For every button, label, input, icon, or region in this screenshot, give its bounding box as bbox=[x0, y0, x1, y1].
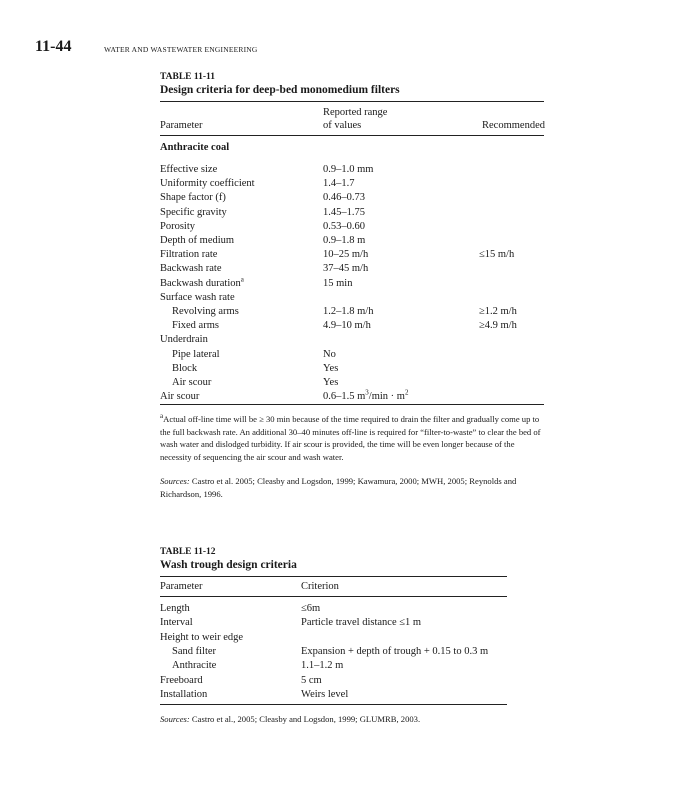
table1-row-4-range: 0.53–0.60 bbox=[323, 220, 365, 232]
table1-bottom-rule bbox=[160, 404, 544, 405]
table1-row-3-parameter: Specific gravity bbox=[160, 206, 227, 218]
table2-row-5-parameter: Freeboard bbox=[160, 674, 203, 686]
table1-row-5-parameter: Depth of medium bbox=[160, 235, 235, 246]
table2-row-1-criterion: Particle travel distance ≤1 m bbox=[301, 617, 422, 629]
table2-header-rule bbox=[160, 596, 507, 597]
table2-row-0-parameter: Length bbox=[160, 603, 190, 614]
table1-row-0-range: 0.9–1.0 mm bbox=[323, 164, 374, 175]
table2-row-6-parameter: Installation bbox=[160, 688, 208, 700]
table1-row-15-range: Yes bbox=[323, 377, 339, 388]
table1-row-13-range: No bbox=[323, 348, 336, 360]
table1-row-7-range: 37–45 m/h bbox=[323, 263, 369, 275]
table1-row-6-parameter: Filtration rate bbox=[160, 249, 218, 261]
table2-row-6-criterion: Weirs level bbox=[301, 688, 349, 700]
footnote-mark: a bbox=[160, 412, 164, 421]
table2-row-4-parameter: Anthracite bbox=[172, 660, 217, 672]
table2-top-rule bbox=[160, 576, 507, 577]
table1-row-3-range: 1.45–1.75 bbox=[323, 206, 365, 218]
table1-col-recommended: Recommended bbox=[482, 120, 545, 131]
table1-row-11-recommended: ≥4.9 m/h bbox=[479, 320, 517, 332]
table2-col-parameter: Parameter bbox=[160, 581, 203, 592]
table2-row-3-criterion: Expansion + depth of trough + 0.15 to 0.3 m bbox=[301, 645, 489, 657]
table1-row-12-parameter: Underdrain bbox=[160, 334, 208, 346]
table1-row-16-range: 0.6–1.5 $m^3/\min \cdot m^2$ bbox=[323, 388, 409, 403]
table1-row-1-range: 1.4–1.7 bbox=[323, 178, 355, 190]
table2-label: TABLE 11-12 bbox=[160, 547, 216, 557]
table1-header-rule bbox=[160, 135, 544, 136]
table1-row-9-parameter: Surface wash rate bbox=[160, 291, 235, 303]
table1-label: TABLE 11-11 bbox=[160, 72, 215, 82]
table1-row-8-parameter: Backwash duration$^a$ bbox=[160, 275, 244, 289]
table1-row-1-parameter: Uniformity coefficient bbox=[160, 178, 255, 190]
table1-row-2-range: 0.46–0.73 bbox=[323, 192, 365, 204]
table1-row-14-parameter: Block bbox=[172, 362, 198, 374]
table2-row-3-parameter: Sand filter bbox=[172, 645, 217, 657]
table1-row-16-parameter: Air scour bbox=[160, 391, 200, 403]
table1-row-6-range: 10–25 m/h bbox=[323, 249, 369, 261]
table1-row-4-parameter: Porosity bbox=[160, 220, 196, 232]
table1-row-0-parameter: Effective size bbox=[160, 164, 218, 175]
table2-col-criterion: Criterion bbox=[301, 581, 339, 592]
table1-title: Design criteria for deep-bed monomedium filters bbox=[160, 84, 400, 96]
table1-row-10-parameter: Revolving arms bbox=[172, 306, 239, 317]
table1-row-8-range: 15 min bbox=[323, 277, 353, 289]
table1-row-14-range: Yes bbox=[323, 362, 339, 374]
table1-section-heading: Anthracite coal bbox=[160, 142, 230, 153]
table2-bottom-rule bbox=[160, 704, 507, 705]
table2-title: Wash trough design criteria bbox=[160, 559, 297, 571]
table2-row-1-parameter: Interval bbox=[160, 617, 193, 629]
table2-row-5-criterion: 5 cm bbox=[301, 674, 322, 686]
table1-row-10-range: 1.2–1.8 m/h bbox=[323, 306, 374, 317]
table1-col-range-line2: of values bbox=[323, 120, 362, 131]
table1-row-11-parameter: Fixed arms bbox=[172, 320, 219, 332]
table2-row-4-criterion: 1.1–1.2 m bbox=[301, 660, 344, 672]
running-head: WATER AND WASTEWATER ENGINEERING bbox=[104, 45, 258, 54]
table1-row-6-recommended: ≤15 m/h bbox=[479, 249, 515, 261]
table1-row-13-parameter: Pipe lateral bbox=[172, 348, 220, 360]
table1-row-2-parameter: Shape factor (f) bbox=[160, 192, 226, 204]
table1-top-rule bbox=[160, 101, 544, 102]
table2-row-0-criterion: ≤6m bbox=[301, 603, 321, 614]
table1-row-5-range: 0.9–1.8 m bbox=[323, 235, 366, 246]
table1-row-11-range: 4.9–10 m/h bbox=[323, 320, 371, 332]
table1-sources: Sources: Castro et al. 2005; Cleasby and Logsdon, 1999; Kawamura, 2000; MWH, 2005; Reynolds and Richardson, 1996. bbox=[160, 476, 517, 499]
page-number: 11-44 bbox=[35, 38, 72, 55]
table1-col-parameter: Parameter bbox=[160, 120, 203, 131]
table2-sources: Sources: Castro et al., 2005; Cleasby and Logsdon, 1999; GLUMRB, 2003. bbox=[160, 714, 421, 724]
table1-row-10-recommended: ≥1.2 m/h bbox=[479, 306, 517, 317]
table1-footnote: $^a$Actual off-line time will be ≥ 30 min because of the time required to drain the filter and gradually come up to the full backwash rate. An additional 30–40 minutes off-line is required for “filter-to-waste” to clear the bed of wash water and dislodged turbidity. If air scour is provided, the time will be even longer because of the necessity of sequencing the air scour and wash water. bbox=[160, 412, 541, 462]
table1-col-range-line1: Reported range bbox=[323, 107, 388, 118]
table2-row-2-parameter: Height to weir edge bbox=[160, 631, 244, 643]
table1-row-15-parameter: Air scour bbox=[172, 377, 212, 388]
table1-row-7-parameter: Backwash rate bbox=[160, 263, 222, 275]
